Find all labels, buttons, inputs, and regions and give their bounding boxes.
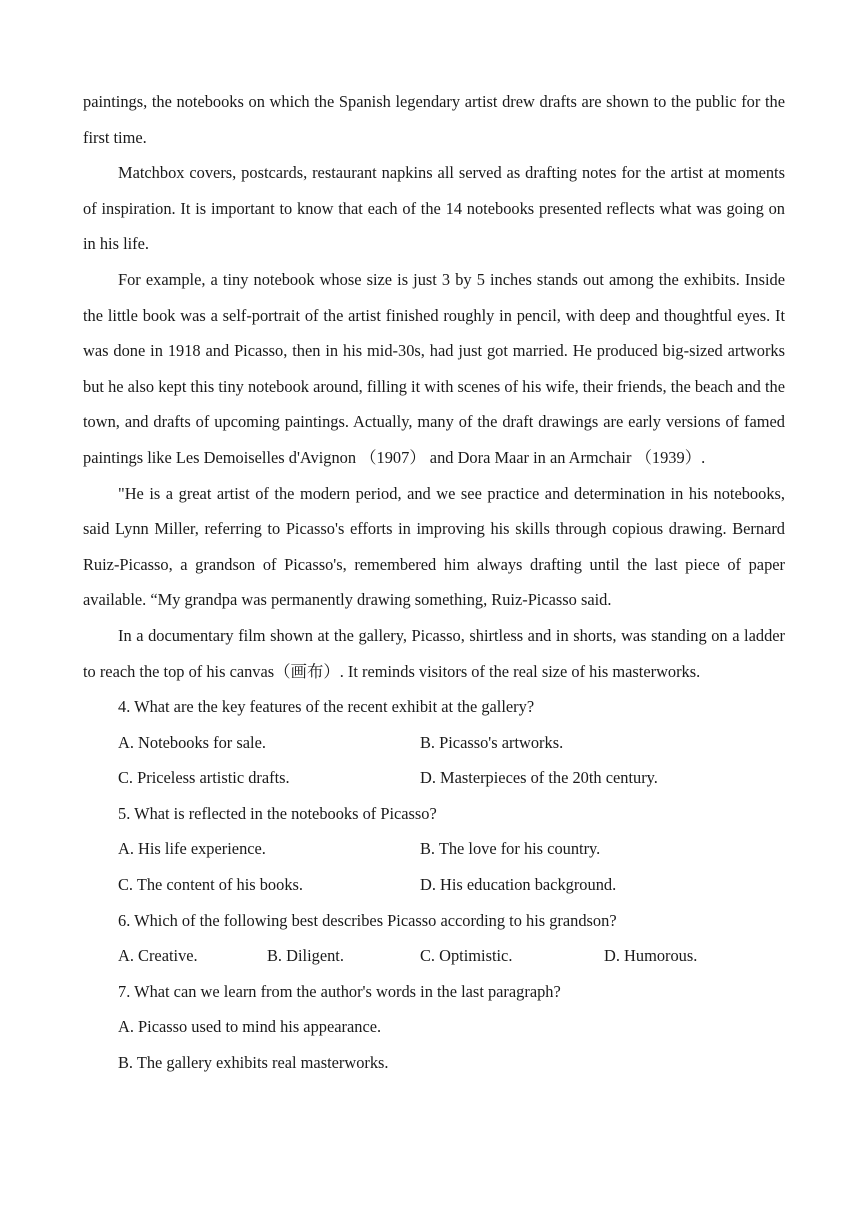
option-c: C. Priceless artistic drafts. [118, 768, 290, 788]
passage-paragraph: Matchbox covers, postcards, restaurant napkins all served as drafting notes for the artist at moments of inspiration. It is important to know that each of the 14 notebooks presented reflects what was going on in his life. [83, 163, 785, 254]
options-row [83, 831, 785, 867]
options-row [83, 1045, 785, 1081]
options-row [83, 1009, 785, 1045]
option-a: A. Creative. [118, 946, 198, 966]
options-row [83, 725, 785, 761]
option-d: D. His education background. [420, 875, 617, 895]
question-stem: 4. What are the key features of the recent exhibit at the gallery? [118, 697, 535, 717]
option-b: B. Picasso's artworks. [420, 732, 564, 752]
question-stem: 7. What can we learn from the author's words in the last paragraph? [118, 981, 561, 1001]
question-4 [83, 689, 785, 796]
question-7 [83, 974, 785, 1081]
question-stem: 6. Which of the following best describes Picasso according to his grandson? [118, 910, 617, 930]
option-b: B. The gallery exhibits real masterworks. [118, 1053, 389, 1073]
passage-paragraph: For example, a tiny notebook whose size is just 3 by 5 inches stands out among the exhibits. Inside the little book was a self-portrait of the artist finished roughly in pencil, with deep and thoughtful eyes. It was done in 1918 and Picasso, then in his mid-30s, had just got married. He produced big-sized artworks but he also kept this tiny notebook around, filling it with scenes of his wife, their friends, the beach and the town, and drafts of upcoming paintings. Actually, many of the draft drawings are early versions of famed paintings like Les Demoiselles d'Avignon （1907） and Dora Maar in an Armchair （1939）. [83, 269, 785, 467]
question-6 [83, 903, 785, 974]
options-row [83, 867, 785, 903]
question-stem: 5. What is reflected in the notebooks of Picasso? [118, 803, 437, 823]
option-b: B. Diligent. [267, 946, 344, 966]
passage-paragraph: In a documentary film shown at the gallery, Picasso, shirtless and in shorts, was standing on a ladder to reach the top of his canvas（画布）. It reminds visitors of the real size of his masterworks. [83, 625, 785, 681]
option-c: C. The content of his books. [118, 875, 303, 895]
option-a: A. Picasso used to mind his appearance. [118, 1017, 382, 1037]
option-d: D. Masterpieces of the 20th century. [420, 768, 658, 788]
passage-paragraph: paintings, the notebooks on which the Spanish legendary artist drew drafts are shown to the public for the first time. [83, 92, 785, 147]
question-5 [83, 796, 785, 903]
passage-paragraph: "He is a great artist of the modern period, and we see practice and determination in his notebooks, said Lynn Miller, referring to Picasso's efforts in improving his skills through copious drawing. Bernard Ruiz-Picasso, a grandson of Picasso's, remembered him always drafting until the last piece of paper available. “My grandpa was permanently drawing something, Ruiz-Picasso said. [83, 483, 785, 610]
option-a: A. His life experience. [118, 839, 266, 859]
options-row [83, 760, 785, 796]
option-a: A. Notebooks for sale. [118, 732, 266, 752]
option-c: C. Optimistic. [420, 946, 513, 966]
option-b: B. The love for his country. [420, 839, 601, 859]
options-row [83, 938, 785, 974]
document-page [83, 84, 785, 1081]
option-d: D. Humorous. [604, 946, 698, 966]
